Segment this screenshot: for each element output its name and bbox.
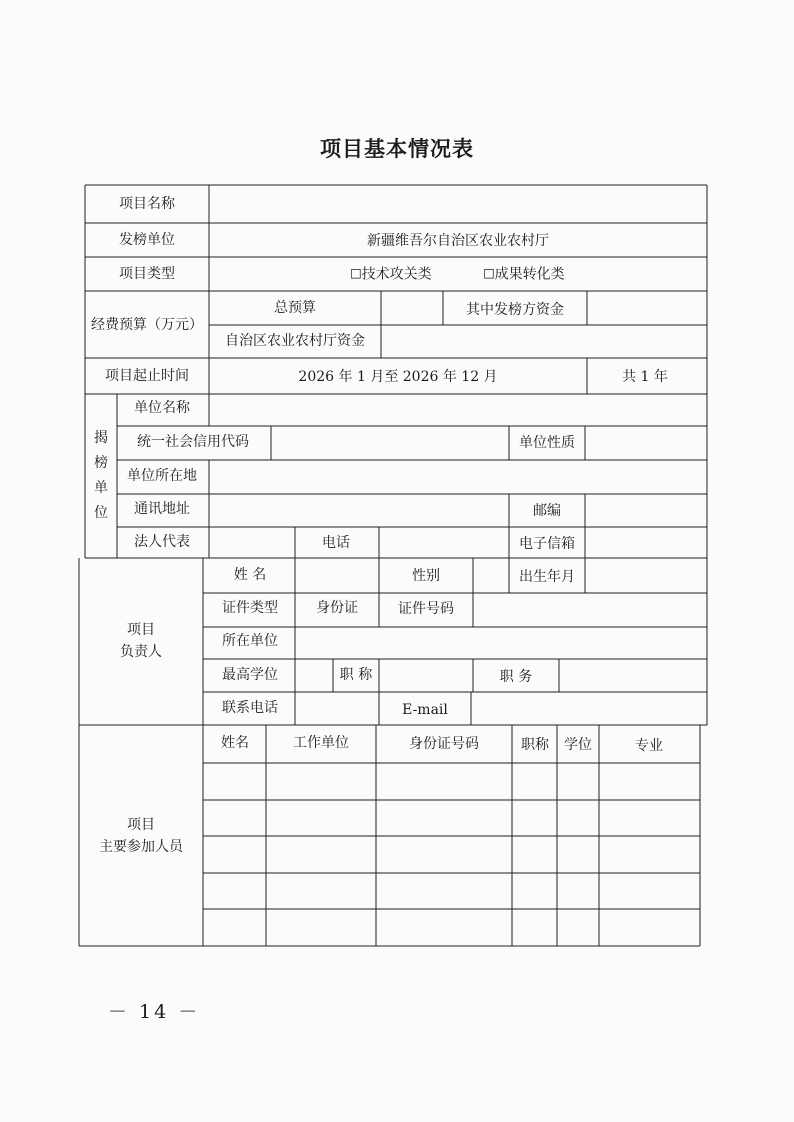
applicant-phone-label: 电话 [322, 535, 350, 551]
members-group-label: 项目 主要参加人员 [99, 817, 183, 855]
id-type-value: 身份证 [316, 600, 358, 616]
leader-group-label: 项目 负责人 [120, 622, 162, 660]
postcode-label: 邮编 [533, 503, 561, 519]
issuing-unit-label: 发榜单位 [119, 232, 175, 248]
leader-gender-label: 性别 [412, 568, 440, 584]
members-header-degree: 学位 [564, 737, 592, 753]
option-achievement-transfer[interactable] [483, 267, 565, 284]
applicant-email-label: 电子信箱 [519, 536, 575, 552]
page-title: 项目基本情况表 [320, 136, 474, 161]
checkbox-icon[interactable]: ☐ [350, 267, 362, 283]
leader-birth-label: 出生年月 [519, 569, 575, 585]
members-header-title: 职称 [521, 737, 549, 753]
unit-name-label: 单位名称 [134, 400, 190, 416]
budget-label: 经费预算（万元） [91, 317, 203, 333]
option-label: 技术攻关类 [361, 266, 432, 283]
dept-funds-label: 自治区农业农村厅资金 [225, 333, 365, 349]
issuing-unit-value: 新疆维吾尔自治区农业农村厅 [367, 233, 549, 249]
members-header-workplace: 工作单位 [293, 735, 349, 751]
leader-email-label: E-mail [402, 702, 448, 718]
applicant-group-label: 揭 榜 单 位 [94, 430, 108, 521]
members-header-name: 姓名 [221, 735, 249, 751]
issuer-funds-label: 其中发榜方资金 [466, 302, 564, 318]
option-label: 成果转化类 [494, 266, 565, 283]
unit-nature-label: 单位性质 [519, 435, 575, 451]
degree-label: 最高学位 [222, 667, 278, 683]
address-label: 通讯地址 [134, 501, 190, 517]
period-total: 共 1 年 [622, 369, 668, 385]
total-budget-label: 总预算 [274, 300, 316, 316]
leader-position-label: 职 务 [499, 669, 533, 685]
page-number: － 14 － [108, 1001, 201, 1023]
credit-code-label: 统一社会信用代码 [137, 434, 249, 450]
period-value: 2026 年 1 月至 2026 年 12 月 [298, 369, 498, 385]
checkbox-icon[interactable]: ☐ [483, 267, 495, 283]
unit-location-label: 单位所在地 [127, 468, 197, 484]
leader-phone-label: 联系电话 [222, 700, 278, 716]
project-name-label: 项目名称 [119, 196, 175, 212]
period-label: 项目起止时间 [105, 368, 189, 384]
option-tech-research[interactable] [350, 267, 432, 284]
leader-name-label: 姓 名 [233, 567, 267, 583]
id-type-label: 证件类型 [222, 600, 278, 616]
id-number-label: 证件号码 [398, 601, 454, 617]
affiliation-label: 所在单位 [222, 633, 278, 649]
legal-rep-label: 法人代表 [134, 534, 190, 550]
members-header-id-number: 身份证号码 [409, 736, 479, 752]
project-type-label: 项目类型 [119, 266, 175, 282]
leader-title-label: 职 称 [339, 667, 373, 683]
members-header-major: 专业 [635, 738, 663, 754]
